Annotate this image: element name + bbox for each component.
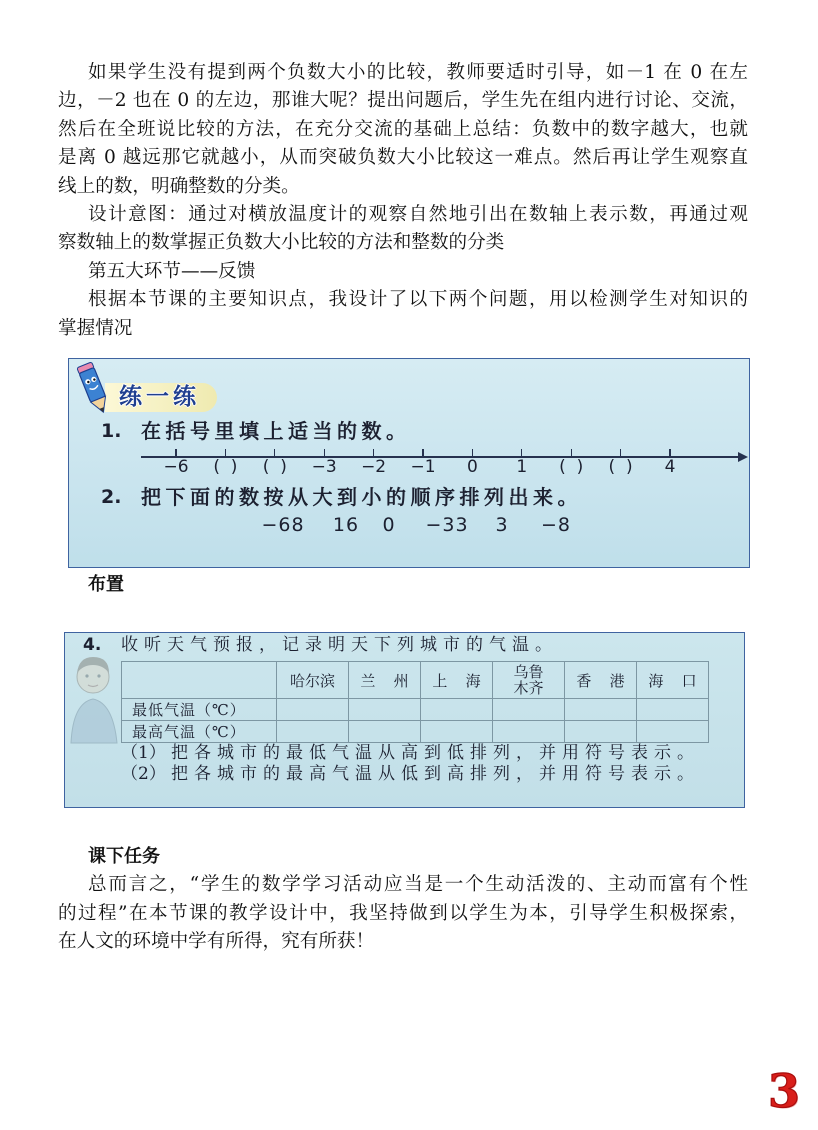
weather-exercise-figure	[64, 632, 745, 808]
row-label-min-temp: 最低气温（℃）	[122, 699, 277, 721]
paragraph-line: 边，－2 也在 0 的左边，那谁大呢？提出问题后，学生先在组内进行讨论、交流，	[58, 90, 748, 112]
city-harbin: 哈尔滨	[289, 671, 335, 690]
number-line-tick	[422, 449, 423, 457]
table-cell	[277, 699, 349, 721]
number-line-blank: ( )	[262, 457, 287, 477]
city-hongkong: 香 港	[576, 671, 625, 690]
paragraph-line: 根据本节课的主要知识点，我设计了以下两个问题，用以检测学生对知识的	[88, 289, 748, 311]
table-header-cell	[637, 662, 709, 699]
number-line-label: 1	[516, 457, 528, 477]
task-2-number: （2）	[121, 764, 166, 784]
question-2-text: 把下面的数按从大到小的顺序排列出来。	[141, 485, 582, 509]
row-label-max-temp: 最高气温（℃）	[122, 721, 277, 743]
paragraph-line: 线上的数，明确整数的分类。	[58, 175, 300, 197]
table-row	[122, 699, 709, 721]
table-cell	[277, 721, 349, 743]
paragraph-line: 在人文的环境中学有所得，究有所获！	[58, 931, 375, 953]
paragraph-design-intent	[58, 201, 748, 258]
exercise-title: 练一练	[119, 384, 200, 410]
paragraph-line: 然后在全班说比较的方法，在充分交流的基础上总结：负数中的数字越大，也就	[58, 118, 748, 140]
table-cell	[421, 699, 493, 721]
table-cell	[565, 699, 637, 721]
number-line-blank: ( )	[213, 457, 238, 477]
number-line-blank: ( )	[608, 457, 633, 477]
number-line-label: −3	[311, 457, 337, 477]
sort-number: 0	[382, 514, 396, 536]
intro-text	[58, 59, 748, 343]
table-header-cell	[565, 662, 637, 699]
number-line-label: −2	[361, 457, 387, 477]
city-lanzhou: 兰 州	[360, 671, 409, 690]
table-cell	[421, 721, 493, 743]
table-header-cell	[277, 662, 349, 699]
number-line-tick	[571, 449, 572, 457]
table-header-cell	[349, 662, 421, 699]
table-cell	[349, 699, 421, 721]
table-cell	[493, 721, 565, 743]
table-cell	[493, 699, 565, 721]
table-cell	[637, 699, 709, 721]
table-header-cell	[421, 662, 493, 699]
paragraph-line: 掌握情况	[58, 317, 133, 339]
temperature-table	[121, 661, 709, 743]
number-line-tick	[472, 449, 473, 457]
city-urumqi: 乌鲁木齐	[513, 662, 544, 697]
number-line-tick	[225, 449, 226, 457]
table-cell	[565, 721, 637, 743]
sort-number: 3	[495, 514, 509, 536]
exercise-figure	[68, 358, 750, 568]
section-heading-feedback: 第五大环节——反馈	[88, 260, 256, 282]
paragraph-line: 总而言之，“学生的数学学习活动应当是一个生动活泼的、主动而富有个性	[88, 874, 748, 896]
question-4-text: 收听天气预报，记录明天下列城市的气温。	[121, 635, 558, 655]
paragraph-line: 如果学生没有提到两个负数大小的比较，教师要适时引导，如－1 在 0 在左	[88, 62, 748, 83]
question-4-number: 4.	[83, 635, 102, 655]
number-line-label: −6	[163, 457, 189, 477]
table-row	[122, 721, 709, 743]
paragraph-line: 的过程”在本节课的教学设计中，我坚持做到以学生为本，引导学生积极探索，	[58, 902, 748, 924]
assignment-label: 布置	[88, 574, 124, 595]
after-class-heading: 课下任务	[88, 846, 160, 867]
paragraph-line: 是离 0 越远那它就越小，从而突破负数大小比较这一难点。然后再让学生观察直	[58, 147, 748, 169]
paragraph-line: 察数轴上的数掌握正负数大小比较的方法和整数的分类	[58, 232, 505, 254]
sort-number: −68	[261, 514, 305, 536]
pencil-mascot-icon	[71, 361, 117, 417]
number-line-label: 0	[466, 457, 478, 477]
table-cell	[637, 721, 709, 743]
question-2-number: 2.	[101, 486, 122, 508]
number-line-tick	[521, 449, 522, 457]
number-line-tick	[175, 449, 176, 457]
task-1-text: 把各城市的最低气温从高到低排列，并用符号表示。	[171, 743, 700, 763]
task-1-number: （1）	[121, 743, 166, 763]
paragraph-feedback-intro	[58, 286, 748, 343]
task-2	[121, 764, 700, 784]
paragraph-negative-comparison	[58, 59, 748, 201]
teacher-illustration	[67, 643, 121, 747]
table-header-row	[122, 662, 709, 699]
city-haikou: 海 口	[648, 671, 697, 690]
number-line-label: −1	[410, 457, 436, 477]
paragraph-line: 设计意图：通过对横放温度计的观察自然地引出在数轴上表示数，再通过观	[88, 203, 748, 225]
city-shanghai: 上 海	[432, 671, 481, 690]
sort-number: −8	[540, 514, 572, 536]
number-line-tick	[373, 449, 374, 457]
table-corner-cell	[122, 662, 277, 699]
sort-number: −33	[425, 514, 469, 536]
number-line-label: 4	[664, 457, 676, 477]
paragraph-conclusion	[58, 871, 748, 956]
number-line-tick	[620, 449, 621, 457]
number-line-blank: ( )	[559, 457, 584, 477]
after-class-section	[58, 843, 748, 957]
question-1-text: 在括号里填上适当的数。	[141, 419, 411, 443]
page-number: 3	[768, 1064, 801, 1118]
number-line-tick	[669, 449, 670, 457]
table-cell	[349, 721, 421, 743]
sort-number: 16	[332, 514, 360, 536]
question-1-number: 1.	[101, 420, 122, 442]
table-header-cell	[493, 662, 565, 699]
number-line-tick	[274, 449, 275, 457]
number-line-tick	[324, 449, 325, 457]
task-1	[121, 743, 700, 763]
task-2-text: 把各城市的最高气温从低到高排列，并用符号表示。	[171, 764, 700, 784]
number-line-arrow-icon	[738, 452, 748, 462]
